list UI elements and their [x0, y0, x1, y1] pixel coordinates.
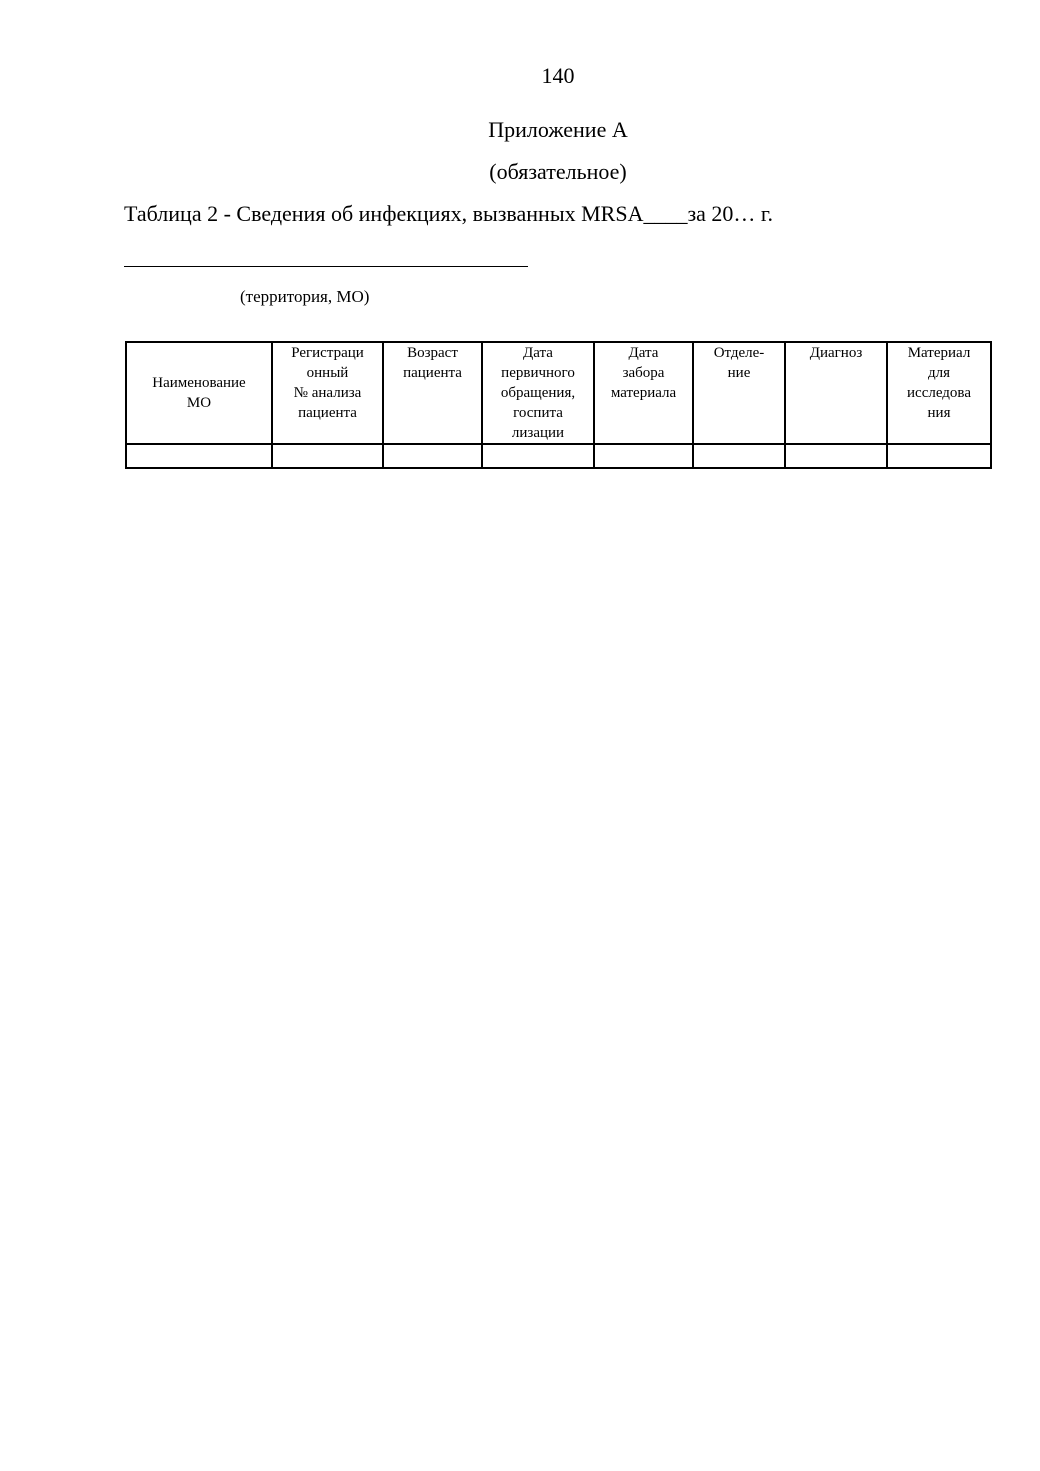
- header-line: госпита: [513, 405, 563, 421]
- header-line: исследова: [907, 385, 971, 401]
- table-cell: [693, 444, 785, 468]
- header-line: МО: [186, 395, 212, 411]
- appendix-status: (обязательное): [489, 159, 627, 184]
- territory-caption: (территория, МО): [240, 287, 370, 306]
- header-department: [693, 342, 785, 444]
- header-reg-number: [272, 342, 383, 444]
- territory-fill-line: [124, 266, 528, 267]
- header-line: ния: [927, 405, 951, 421]
- header-line: № анализа: [293, 385, 362, 401]
- mrsa-infections-table: [125, 341, 992, 469]
- header-line: для: [927, 365, 951, 381]
- header-line: онный: [306, 365, 349, 381]
- table-header-row: [126, 342, 991, 444]
- header-mo-name: [126, 342, 272, 444]
- header-sampling-date: [594, 342, 693, 444]
- header-patient-age: [383, 342, 482, 444]
- page-number: 140: [541, 63, 575, 88]
- table-cell: [383, 444, 482, 468]
- header-line: Отделе-: [713, 345, 765, 361]
- table-cell: [126, 444, 272, 468]
- table-caption: Таблица 2 - Сведения об инфекциях, вызванных MRSA____за 20… г.: [124, 201, 773, 226]
- header-line: лизации: [511, 425, 565, 441]
- header-line: ние: [727, 365, 751, 381]
- header-line: первичного: [501, 365, 575, 381]
- header-line: обращения,: [500, 385, 576, 401]
- header-line: пациента: [403, 365, 462, 381]
- header-line: Наименование: [152, 375, 246, 391]
- header-line: Регистраци: [291, 345, 364, 361]
- header-line: Диагноз: [809, 345, 863, 361]
- table-row: [126, 444, 991, 468]
- table-cell: [272, 444, 383, 468]
- header-line: Дата: [523, 345, 553, 361]
- header-line: Дата: [628, 345, 659, 361]
- header-line: Возраст: [407, 345, 458, 361]
- header-line: забора: [622, 365, 665, 381]
- appendix-title: Приложение А: [488, 117, 628, 142]
- table-cell: [594, 444, 693, 468]
- header-first-visit-date: [482, 342, 594, 444]
- header-diagnosis: [785, 342, 887, 444]
- header-research-material: [887, 342, 991, 444]
- table-cell: [785, 444, 887, 468]
- header-line: материала: [610, 385, 677, 401]
- header-line: пациента: [298, 405, 357, 421]
- table-cell: [887, 444, 991, 468]
- header-line: Материал: [907, 345, 971, 361]
- table-cell: [482, 444, 594, 468]
